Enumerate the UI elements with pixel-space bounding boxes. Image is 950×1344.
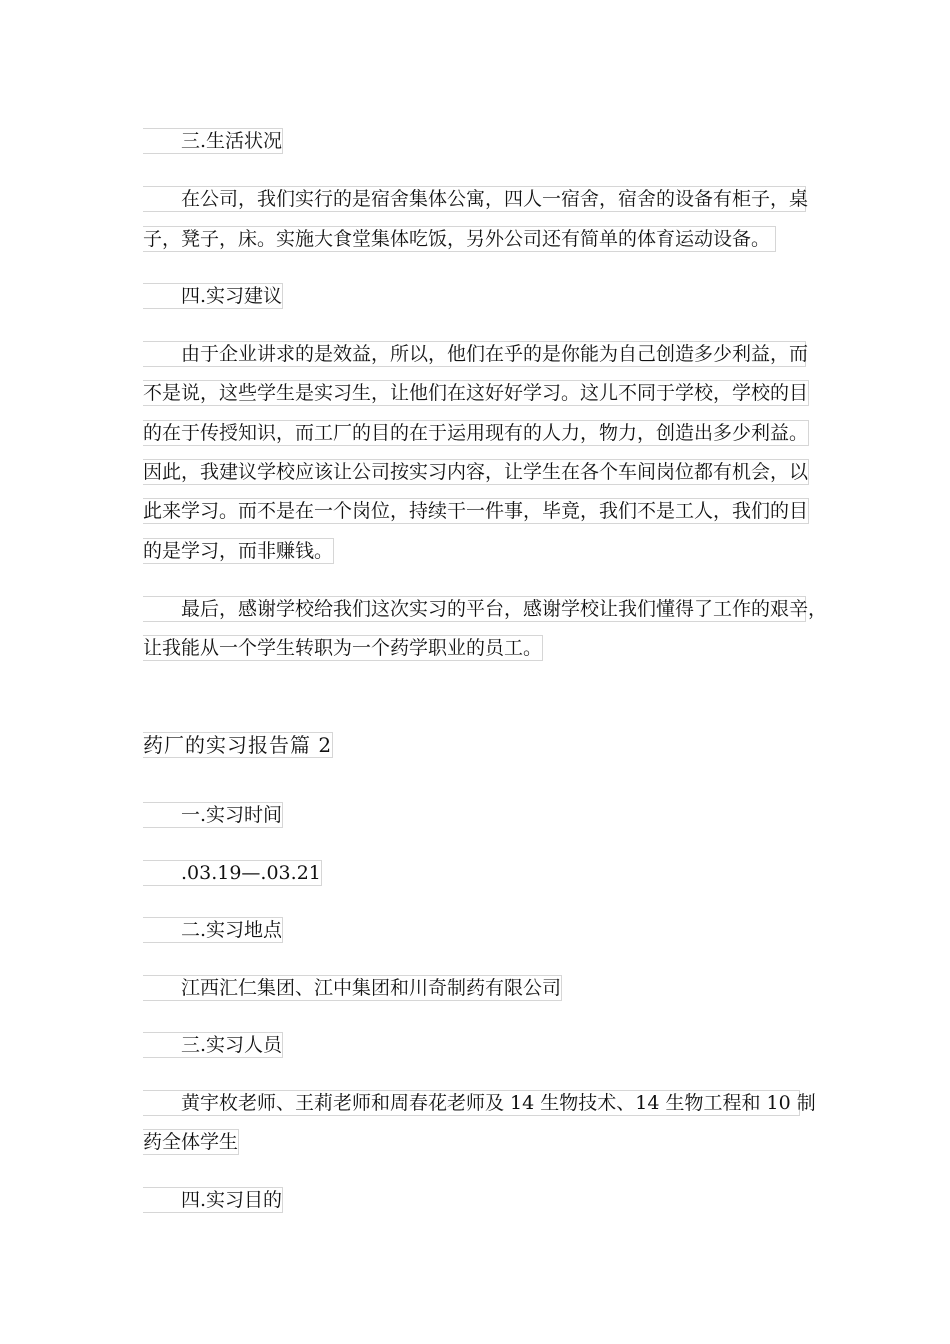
internship-place: 江西汇仁集团、江中集团和川奇制药有限公司 <box>143 975 562 1001</box>
section-heading-place: 二.实习地点 <box>143 917 283 943</box>
section-heading-people: 三.实习人员 <box>143 1032 283 1058</box>
paragraph-line: 因此，我建议学校应该让公司按实习内容，让学生在各个车间岗位都有机会，以 <box>143 461 809 483</box>
paragraph-line: 黄宇枚老师、王莉老师和周春花老师及 14 生物技术、14 生物工程和 10 制 <box>143 1090 800 1116</box>
paragraph-line: 让我能从一个学生转职为一个药学职业的员工。 <box>143 637 543 659</box>
section-heading-time: 一.实习时间 <box>143 802 283 828</box>
paragraph-line: 药全体学生 <box>143 1131 239 1153</box>
section-heading-suggestions: 四.实习建议 <box>143 283 283 309</box>
paragraph-line: 子，凳子，床。实施大食堂集体吃饭，另外公司还有简单的体育运动设备。 <box>143 226 776 252</box>
paragraph-line: 由于企业讲求的是效益，所以，他们在乎的是你能为自己创造多少利益，而 <box>143 341 806 367</box>
section-heading-living: 三.生活状况 <box>143 128 283 154</box>
paragraph-line: 此来学习。而不是在一个岗位，持续干一件事，毕竟，我们不是工人，我们的目 <box>143 500 809 522</box>
paragraph-line: 的在于传授知识，而工厂的目的在于运用现有的人力，物力，创造出多少利益。 <box>143 422 809 444</box>
paragraph-line: 不是说，这些学生是实习生，让他们在这好好学习。这儿不同于学校，学校的目 <box>143 382 809 404</box>
paragraph-line: 最后，感谢学校给我们这次实习的平台，感谢学校让我们懂得了工作的艰辛， <box>143 596 806 622</box>
section-heading-purpose: 四.实习目的 <box>143 1187 283 1213</box>
internship-dates: .03.19—.03.21 <box>143 860 322 886</box>
paragraph-line: 的是学习，而非赚钱。 <box>143 540 334 562</box>
report-title: 药厂的实习报告篇 2 <box>143 733 333 757</box>
paragraph-line: 在公司，我们实行的是宿舍集体公寓，四人一宿舍，宿舍的设备有柜子，桌 <box>143 186 806 212</box>
